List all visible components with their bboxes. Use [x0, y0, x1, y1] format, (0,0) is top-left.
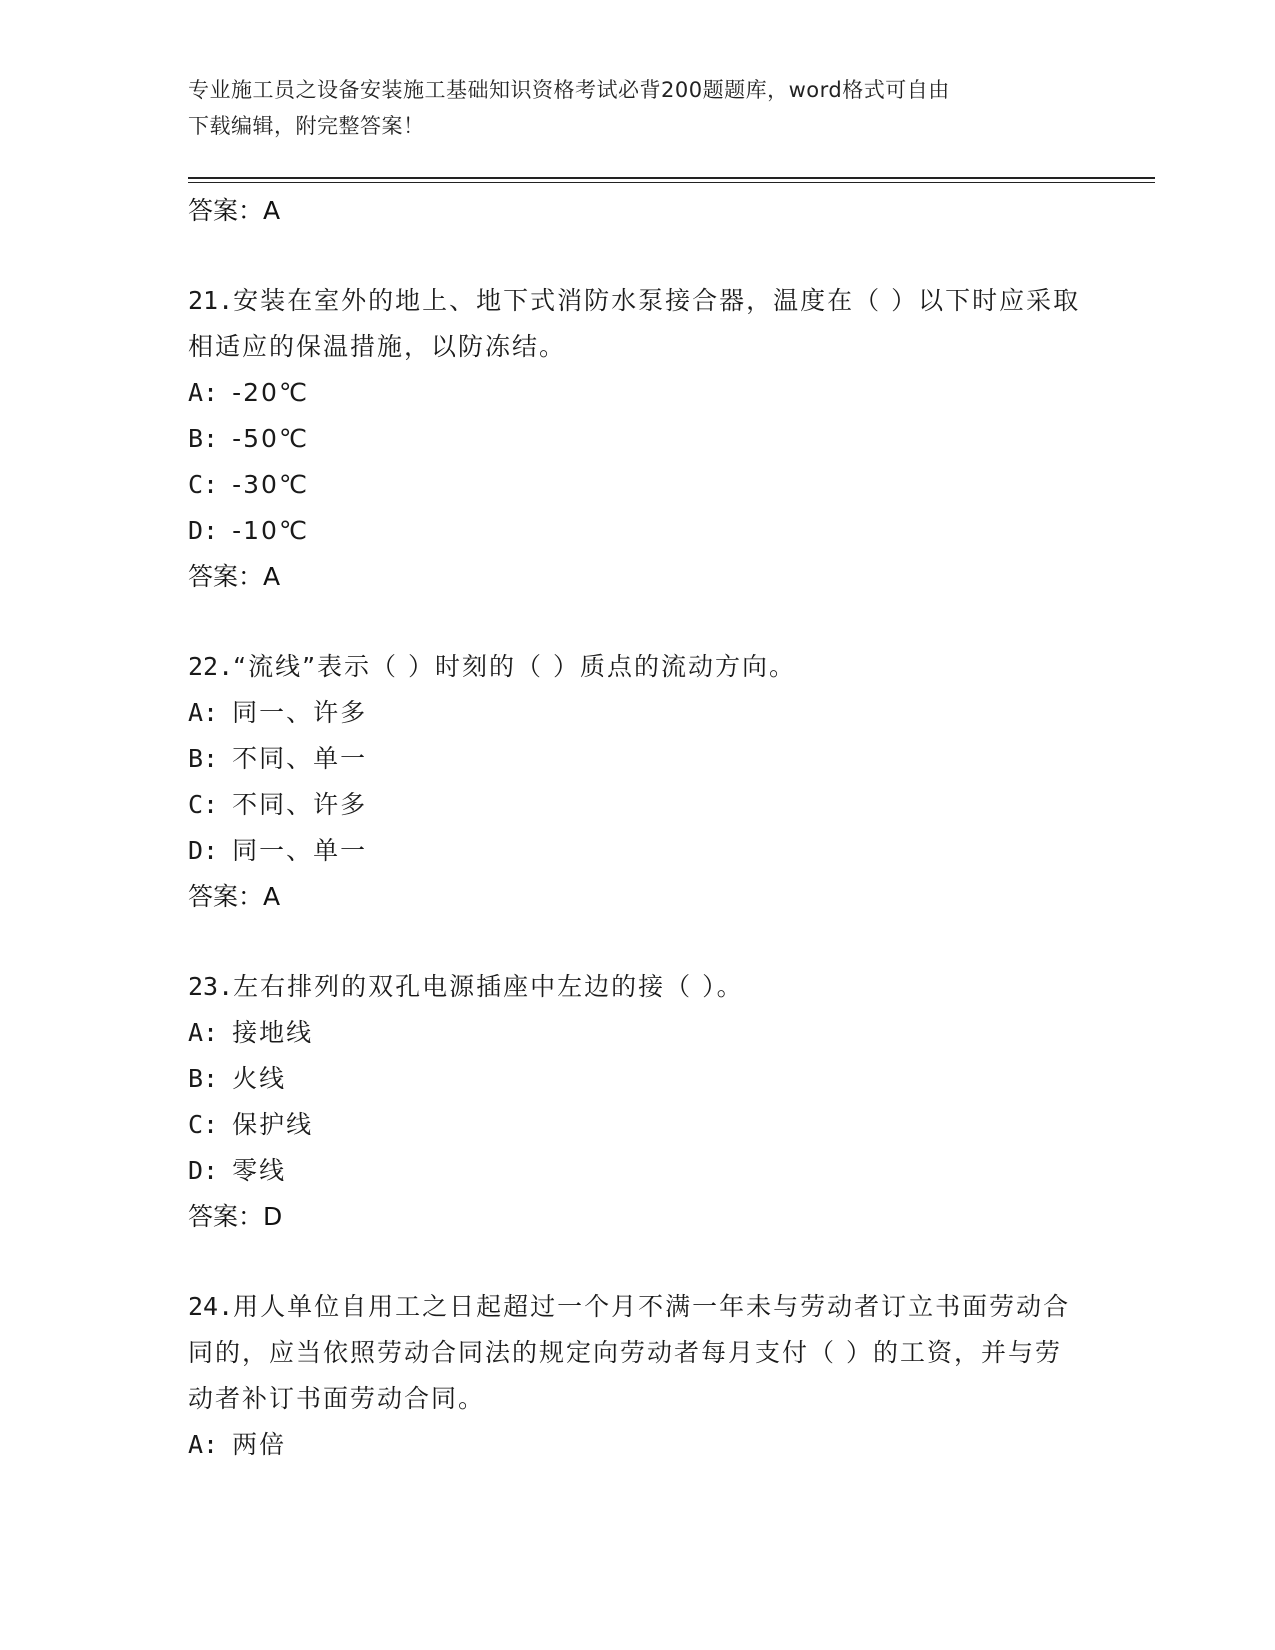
question-stem: 左右排列的双孔电源插座中左边的接（ ）。 — [233, 972, 744, 1001]
answer-value: A — [263, 882, 281, 911]
answer-value: A — [263, 196, 281, 225]
question-stem: 用人单位自用工之日起超过一个月不满一年未与劳动者订立书面劳动合同的，应当依照劳动合同法的规定向劳动者每月支付（ ）的工资，并与劳动者补订书面劳动合同。 — [188, 1292, 1071, 1413]
option-text: -50℃ — [232, 424, 310, 453]
option-text: 不同、单一 — [232, 744, 368, 773]
document-header — [188, 72, 1078, 144]
option-c — [188, 462, 1088, 508]
answer-line — [188, 188, 1088, 234]
header-title-line-2: 下载编辑，附完整答案！ — [188, 114, 425, 138]
question-23 — [188, 964, 1088, 1240]
answer-line — [188, 1194, 1088, 1240]
question-number: 22. — [188, 652, 234, 681]
question-list — [188, 188, 1088, 1468]
option-d — [188, 828, 1088, 874]
option-a — [188, 370, 1088, 416]
question-stem: 安装在室外的地上、地下式消防水泵接合器，温度在（ ）以下时应采取相适应的保温措施，以防冻结。 — [188, 286, 1081, 361]
question-number: 24. — [188, 1292, 234, 1321]
question-text — [188, 644, 1088, 690]
option-text: 接地线 — [232, 1018, 314, 1047]
option-key: C: — [188, 470, 219, 499]
question-text — [188, 964, 1088, 1010]
option-key: B: — [188, 424, 219, 453]
option-b — [188, 736, 1088, 782]
option-text: 零线 — [232, 1156, 287, 1185]
option-key: D: — [188, 516, 219, 545]
answer-line — [188, 554, 1088, 600]
option-d — [188, 508, 1088, 554]
question-22 — [188, 644, 1088, 920]
answer-label: 答案： — [188, 196, 264, 225]
option-c — [188, 782, 1088, 828]
header-divider-thick — [188, 177, 1155, 179]
question-21 — [188, 278, 1088, 600]
option-text: 同一、许多 — [232, 698, 368, 727]
answer-label: 答案： — [188, 1202, 264, 1231]
option-a — [188, 1010, 1088, 1056]
option-key: B: — [188, 1064, 219, 1093]
header-title-line-1: 专业施工员之设备安装施工基础知识资格考试必背200题题库，word格式可自由 — [188, 78, 950, 102]
question-text — [188, 278, 1088, 370]
option-key: A: — [188, 1430, 219, 1459]
option-key: D: — [188, 836, 219, 865]
answer-value: A — [263, 562, 281, 591]
question-stem: “流线”表示（ ）时刻的（ ）质点的流动方向。 — [233, 652, 796, 681]
question-number: 23. — [188, 972, 234, 1001]
question-24 — [188, 1284, 1088, 1468]
header-divider-thin — [188, 182, 1155, 183]
option-text: -30℃ — [232, 470, 310, 499]
option-key: A: — [188, 378, 219, 407]
option-b — [188, 416, 1088, 462]
option-text: 不同、许多 — [232, 790, 368, 819]
answer-line — [188, 874, 1088, 920]
option-key: A: — [188, 698, 219, 727]
option-key: B: — [188, 744, 219, 773]
option-a — [188, 690, 1088, 736]
option-key: C: — [188, 790, 219, 819]
option-text: 同一、单一 — [232, 836, 368, 865]
option-text: 两倍 — [232, 1430, 287, 1459]
option-text: 火线 — [232, 1064, 287, 1093]
answer-label: 答案： — [188, 562, 264, 591]
option-a — [188, 1422, 1088, 1468]
option-key: D: — [188, 1156, 219, 1185]
answer-label: 答案： — [188, 882, 264, 911]
option-d — [188, 1148, 1088, 1194]
option-text: -10℃ — [232, 516, 310, 545]
question-text — [188, 1284, 1088, 1422]
option-text: -20℃ — [232, 378, 310, 407]
option-key: A: — [188, 1018, 219, 1047]
question-number: 21. — [188, 286, 234, 315]
answer-value: D — [263, 1202, 283, 1231]
option-key: C: — [188, 1110, 219, 1139]
option-text: 保护线 — [232, 1110, 314, 1139]
option-c — [188, 1102, 1088, 1148]
option-b — [188, 1056, 1088, 1102]
